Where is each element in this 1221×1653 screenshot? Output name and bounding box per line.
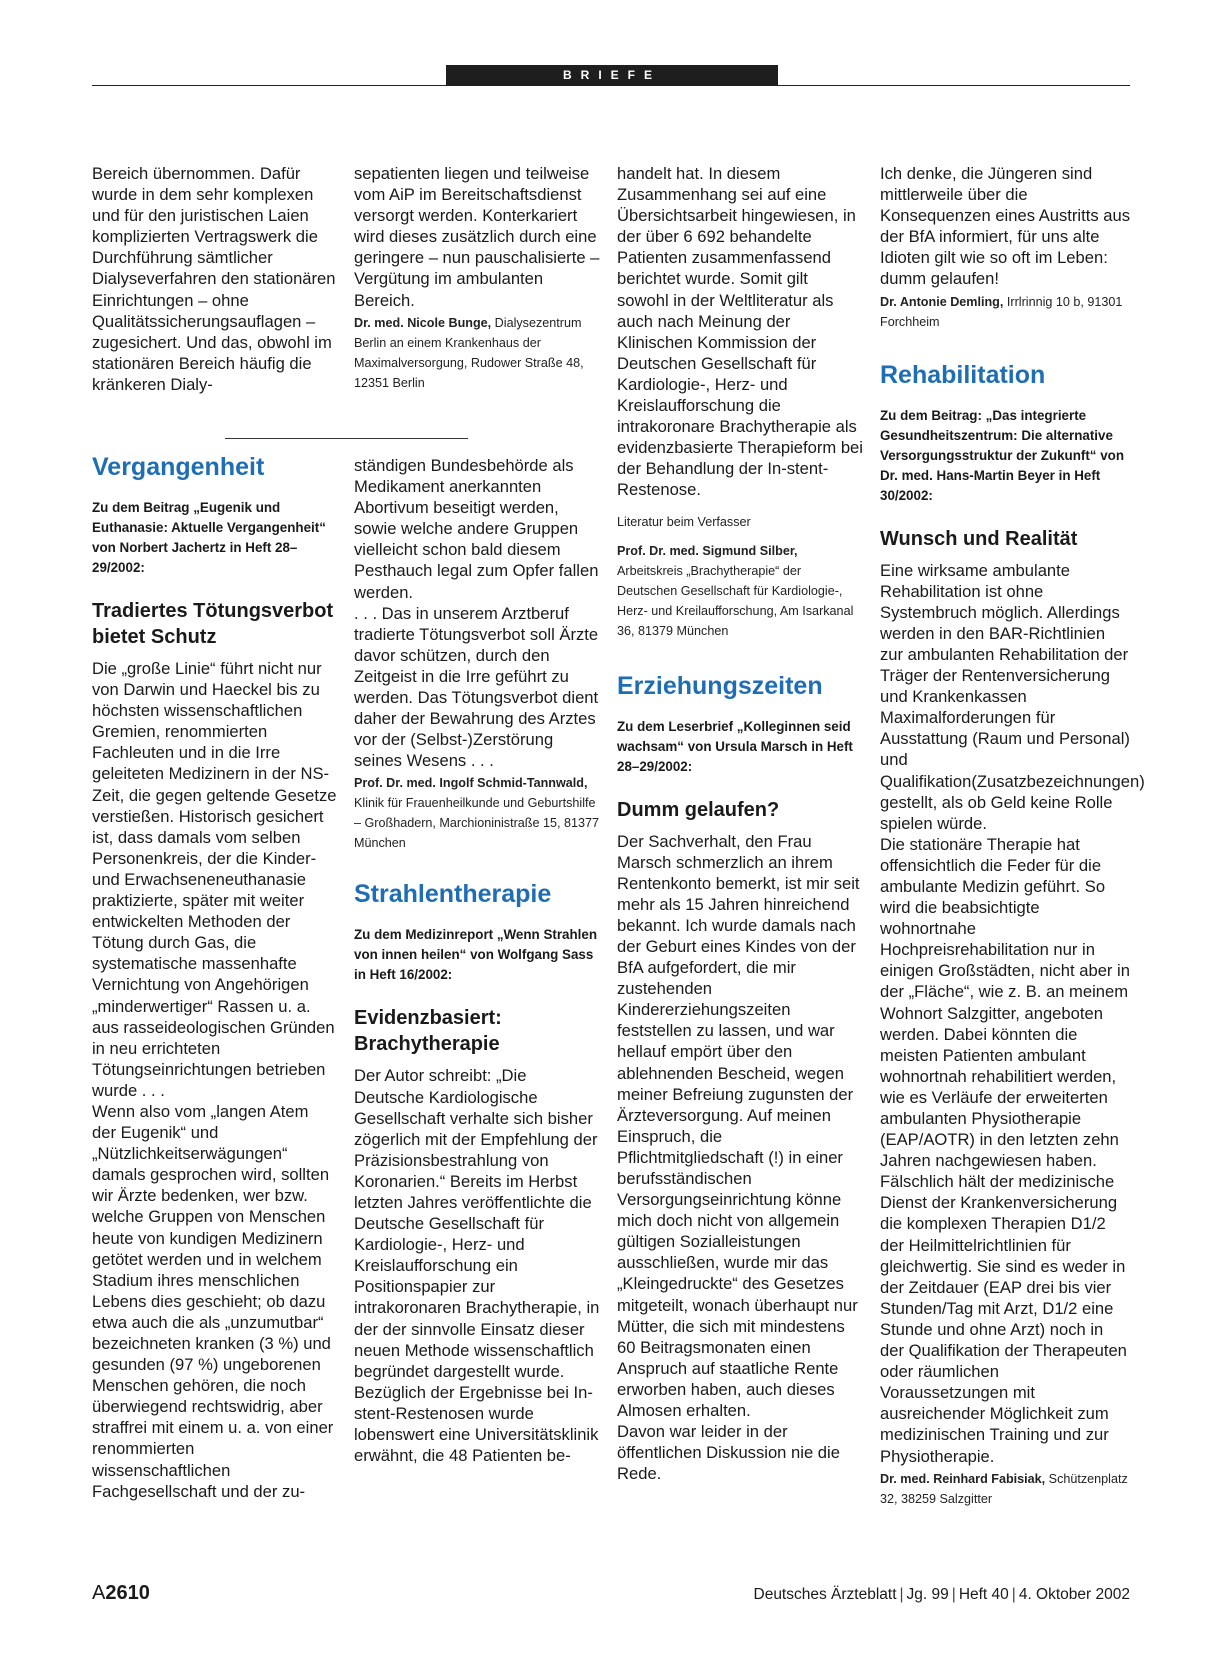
paragraph: Die stationäre Therapie hat offensichtlich die Feder für die ambulante Medizin geführt. So wird die beabsichtigte wohnortnahe Hochpreisrehabilitation nur in einigen Großstädten, nicht aber in der „Fläche“, wie z. B. an meinem Wohnort Salzgitter, angeboten werden. Dabei könnten die meisten Patienten ambulant wohnortnah rehabilitiert werden, wie es Verläufe der erweiterten ambulanten Physiotherapie (EAP/AOTR) in den letzten zehn Jahren nachgewiesen haben. Fälschlich hält der medizinische Dienst der Krankenversicherung die komplexen Therapien D1/2 der Heilmittelrichtlinien für gleichwertig. Sie sind es weder in der Zeitdauer (EAP drei bis vier Stunden/Tag mit Arzt, D1/2 eine Stunde und ohne Arzt) noch in der Qualifikation der Therapeuten oder räumlichen Voraussetzungen mit ausreichender Möglichkeit zum medizinischen Training und zur Physiotherapie. <box>880 834 1130 1466</box>
section-header: BRIEFE <box>446 65 778 86</box>
paragraph: Wenn also vom „langen Atem der Eugenik“ und „Nützlichkeitserwägungen“ damals gesprochen wird, sollten wir Ärzte bedenken, wer bzw. welche Gruppen von Menschen heute von kundigen Medizinern getötet werden und in welchem Stadium ihres menschlichen Lebens dies geschieht; ob dazu etwa auch die als „unzumutbar“ bezeichneten kranken (3 %) und gesunden (97 %) ungeborenen Menschen gehören, die noch überwiegend rechtswidrig, aber straffrei mit einem u. a. von einer renommierten wissenschaftlichen Fachgesellschaft und der zu- <box>92 1101 334 1501</box>
footer-separator: | <box>951 1586 956 1603</box>
letter-title-erziehungszeiten: Dumm gelaufen? <box>617 798 780 821</box>
journal-name: Deutsches Ärzteblatt <box>753 1586 897 1603</box>
journal-footer <box>754 1586 1131 1604</box>
signature-address: Klinik für Frauenheilkunde und Geburtshilfe – Großhadern, Marchioninistraße 15, 81377 München <box>354 796 600 851</box>
signature <box>880 292 1130 332</box>
intro-erziehungszeiten: Zu dem Leserbrief „Kolleginnen seid wachsam“ von Ursula Marsch in Heft 28–29/2002: <box>617 718 853 774</box>
intro-vergangenheit: Zu dem Beitrag „Eugenik und Euthanasie: Aktuelle Vergangenheit“ von Norbert Jachertz in Heft 28–29/2002: <box>92 500 326 575</box>
column-2 <box>354 163 600 393</box>
paragraph: Die „große Linie“ führt nicht nur von Darwin und Haeckel bis zu höchsten wissenschaftlichen Gremien, renommierten Fachleuten und in die Irre geleiteten Medizinern in der NS-Zeit, die gegen geltende Gesetze verstießen. Historisch gesichert ist, dass damals vom selben Personenkreis, der die Kinder- und Erwachseneneuthanasie praktizierte, später mit weiter entwickelten Methoden der Tötung durch Gas, die systematische massenhafte Vernichtung von Angehörigen „minderwertiger“ Rassen u. a. aus rasseideologischen Gründen in neu errichteten Tötungseinrichtungen betrieben wurde . . . <box>92 659 337 1100</box>
signature <box>354 313 600 393</box>
signature <box>354 773 600 853</box>
section-divider <box>225 438 468 439</box>
page-number <box>92 1582 150 1605</box>
paragraph: Der Autor schreibt: „Die Deutsche Kardiologische Gesellschaft verhalte sich bisher zögerlich mit der Empfehlung der Präzisionsbestrahlung von Koronarien.“ Bereits im Herbst letzten Jahres veröffentlichte die Deutsche Gesellschaft für Kardiologie-, Herz- und Kreislaufforschung ein Positionspapier zur intrakoronaren Brachytherapie, in der der sinnvolle Einsatz dieser neuen Methode wissenschaftlich begründet dargestellt wurde. Bezüglich der Ergebnisse bei In-stent-Restenosen wurde lobenswert eine Universitätsklinik erwähnt, die 48 Patienten be- <box>354 1066 600 1466</box>
signature <box>617 541 863 641</box>
section-title-vergangenheit: Vergangenheit <box>92 453 265 481</box>
column-1 <box>92 163 337 395</box>
signature-address: Arbeitskreis „Brachytherapie“ der Deutschen Gesellschaft für Kardiologie-, Herz- und Kreilaufforschung, Am Isarkanal 36, 81379 München <box>617 563 854 638</box>
section-title-strahlentherapie: Strahlentherapie <box>354 880 552 909</box>
column-1-vergangenheit <box>92 452 337 1502</box>
paragraph: Davon war leider in der öffentlichen Diskussion nie die Rede. <box>617 1422 840 1484</box>
signature-name: Dr. med. Reinhard Fabisiak, <box>880 1471 1046 1486</box>
signature-name: Dr. med. Nicole Bunge, <box>354 315 492 330</box>
section-title-rehabilitation: Rehabilitation <box>880 360 1046 389</box>
section-title-erziehungszeiten: Erziehungszeiten <box>617 671 823 700</box>
intro-rehabilitation: Zu dem Beitrag: „Das integrierte Gesundheitszentrum: Die alternative Versorgungsstruktur der Zukunft“ von Dr. med. Hans-Martin Beyer in Heft 30/2002: <box>880 407 1125 503</box>
continued-text: Bereich übernommen. Dafür wurde in dem sehr komplexen und für den juristischen Laien komplizierten Vertragswerk die Durchführung sämtlicher Dialyseverfahren den stationären Einrichtungen – ohne Qualitätssicherungsauflagen – zugesichert. Und das, obwohl im stationären Bereich häufig die kränkeren Dialy- <box>92 164 336 394</box>
column-4 <box>880 163 1145 1509</box>
signature <box>880 1469 1130 1509</box>
paragraph: ständigen Bundesbehörde als Medikament anerkannten Abortivum beseitigt werden, sowie welche andere Gruppen vielleicht schon bald diesem Pesthauch legal zum Opfer fallen werden. <box>354 456 599 602</box>
paragraph: . . . Das in unserem Arztberuf tradierte Tötungsverbot soll Ärzte davor schützen, durch den Zeitgeist in die Irre geführt zu werden. Das Tötungsverbot dient daher der Bewahrung des Arztes vor der (Selbst-)Zerstörung seines Wesens . . . <box>354 603 599 771</box>
signature-address: Irrlrinnig 10 b, 91301 Forchheim <box>880 294 1123 329</box>
footer-separator: | <box>899 1586 904 1603</box>
letter-title-vergangenheit: Tradiertes Tötungsverbot bietet Schutz <box>92 600 334 648</box>
column-2-continued <box>354 455 600 1466</box>
page-number-value: 2610 <box>105 1582 150 1604</box>
journal-issue: Heft 40 <box>958 1586 1009 1603</box>
journal-volume: Jg. 99 <box>906 1586 949 1603</box>
paragraph: Der Sachverhalt, den Frau Marsch schmerzlich an ihrem Rentenkonto bemerkt, ist mir seit mehr als 15 Jahren hinreichend bekannt. Ich wurde damals nach der Geburt eines Kindes von der BfA aufgefordert, die mir zustehenden Kindererziehungszeiten feststellen zu lassen, und war hellauf empört über den ablehnenden Bescheid, wegen meiner Befreiung zugunsten der Ärzteversorgung. Auf meinen Einspruch, die Pflichtmitgliedschaft (!) in einer berufsständischen Versorgungseinrichtung könne mich doch nicht von allgemein gültigen Sozialleistungen ausschließen, wurde mir das „Kleingedruckte“ des Gesetzes mitgeteilt, wonach überhaupt nur Mütter, die sich mit mindestens 60 Beitragsmonaten einen Anspruch auf staatliche Rente erworben haben, auch dieses Almosen erhalten. <box>617 831 860 1421</box>
signature-name: Dr. Antonie Demling, <box>880 294 1004 309</box>
signature-name: Prof. Dr. med. Ingolf Schmid-Tannwald, <box>354 776 588 791</box>
letter-title-strahlentherapie: Evidenzbasiert: Brachytherapie <box>354 1007 502 1056</box>
signature-address: Dialysezentrum Berlin an einem Krankenhaus der Maximalversorgung, Rudower Straße 48, 12351 Berlin <box>354 315 584 390</box>
journal-date: 4. Oktober 2002 <box>1018 1586 1130 1603</box>
column-3 <box>617 163 863 1484</box>
footer-separator: | <box>1011 1586 1016 1603</box>
letter-title-rehabilitation: Wunsch und Realität <box>880 527 1078 550</box>
paragraph: handelt hat. In diesem Zusammenhang sei auf eine Übersichtsarbeit hingewiesen, in der über 6 692 behandelte Patienten zusammenfassend berichtet wurde. Somit gilt sowohl in der Weltliteratur als auch nach Meinung der Klinischen Kommission der Deutschen Gesellschaft für Kardiologie-, Herz- und Kreislaufforschung die intrakoronare Brachytherapie als evidenzbasierte Therapieform bei der Behandlung der In-stent-Restenose. <box>617 164 863 500</box>
signature-address: Schützenplatz 32, 38259 Salzgitter <box>880 1471 1128 1506</box>
continued-text: sepatienten liegen und teilweise vom AiP im Bereitschaftsdienst versorgt werden. Konterkariert wird dieses zusätzlich durch eine geringere – nun pauschalisierte – Vergütung im ambulanten Bereich. <box>354 164 600 310</box>
literature-note: Literatur beim Verfasser <box>617 514 751 529</box>
intro-strahlentherapie: Zu dem Medizinreport „Wenn Strahlen von innen heilen“ von Wolfgang Sass in Heft 16/2002: <box>354 927 598 983</box>
signature-name: Prof. Dr. med. Sigmund Silber, <box>617 543 798 558</box>
page-prefix: A <box>92 1582 106 1604</box>
paragraph: Ich denke, die Jüngeren sind mittlerweile über die Konsequenzen eines Austritts aus der BfA informiert, für uns alte Idioten gilt wie so oft im Leben: dumm gelaufen! <box>880 164 1130 289</box>
paragraph: Eine wirksame ambulante Rehabilitation ist ohne Systembruch möglich. Allerdings werden in den BAR-Richtlinien zur ambulanten Rehabilitation der Träger der Rentenversicherung und Krankenkassen Maximalforderungen für Ausstattung (Raum und Personal) und Qualifikation(Zusatzbezeichnungen) gestellt, als ob Geld keine Rolle spielen würde. <box>880 560 1145 833</box>
